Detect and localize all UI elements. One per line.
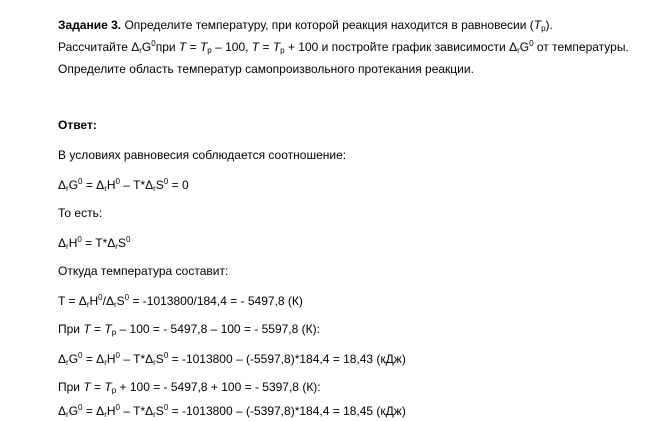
answer-paragraph-3: Откуда температура составит:: [58, 264, 229, 278]
equation-5: $\Delta_rG^0 = \Delta_rH^0 - T*\Delta_rS^0 = -1013800 - (-5397,8)*184,4 = 18,45$ (кДж): [58, 403, 406, 419]
answer-paragraph-5: При $T = T_p + 100$ = - 5497,8 + 100 = - 5397,8 (К):: [58, 380, 321, 395]
answer-paragraph-4: При $T = T_p - 100$ = - 5497,8 – 100 = - 5597,8 (К):: [58, 322, 320, 337]
answer-paragraph-2: То есть:: [58, 206, 103, 220]
equation-1: $\Delta_rG^0 = \Delta_rH^0 - T*\Delta_rS^0 = 0$: [58, 177, 189, 193]
equation-4: $\Delta_rG^0 = \Delta_rH^0 - T*\Delta_rS^0 = -1013800 - (-5597,8)*184,4 = 18,43$ (кДж): [58, 351, 406, 367]
task-line-1: Задание 3. Определите температуру, при которой реакция находится в равновесии $(T_p)$.: [58, 18, 553, 33]
task-label: Задание 3.: [58, 18, 122, 32]
answer-heading: Ответ:: [58, 118, 97, 132]
answer-paragraph-1: В условиях равновесия соблюдается соотношение:: [58, 148, 347, 162]
task-line-2: Рассчитайте $\Delta_rG^0при$ $T = T_p - 100$, $T = T_p + 100$ и постройте график зависимости $\Delta_rG^0$ от температуры.: [58, 39, 629, 55]
task-line-3: Определите область температур самопроизвольного протекания реакции.: [58, 62, 474, 76]
equation-2: $\Delta_rH^0 = T*\Delta_rS^0$: [58, 235, 131, 251]
equation-3: $T = \Delta_rH^0/\Delta_rS^0 = -1013800/184,4$ = - 5497,8 (К): [58, 293, 303, 309]
